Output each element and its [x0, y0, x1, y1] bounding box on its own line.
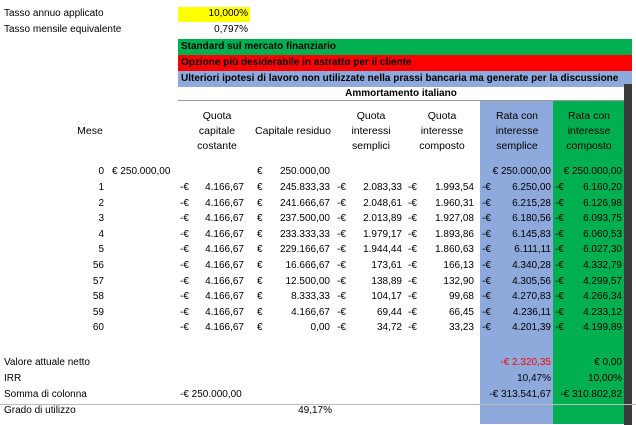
van-label: Valore attuale netto	[4, 357, 90, 368]
header-line: Quota	[356, 110, 386, 122]
row-rata-c[interactable]: 4.199,89	[583, 322, 622, 334]
row-residuo-currency: €	[257, 213, 263, 225]
legend-green-banner: Standard sul mercato finanziario	[178, 39, 632, 55]
row-quota-prefix: -€	[180, 228, 189, 240]
header-capitale-residuo: Capitale residuo	[255, 125, 331, 137]
row-int-s-prefix: -€	[337, 322, 346, 334]
row-rata-s-prefix: -€	[482, 228, 491, 240]
row-rata-c-prefix: -€	[555, 182, 564, 193]
somma-composto[interactable]: -€ 310.802,82	[560, 389, 622, 400]
grado-value[interactable]: 49,17%	[298, 405, 332, 416]
header-line: semplici	[352, 140, 390, 152]
row-residuo[interactable]: 241.666,67	[279, 197, 330, 209]
row-residuo-currency: €	[257, 291, 263, 303]
row-int-s[interactable]: 138,89	[371, 275, 402, 287]
row0-mese[interactable]: 0	[98, 166, 104, 177]
row-mese[interactable]: 5	[98, 244, 104, 256]
row-rata-c-prefix: -€	[555, 228, 564, 240]
row-rata-c[interactable]: 6.160,20	[583, 182, 622, 193]
row0-rata-semplice[interactable]: € 250.000,00	[492, 166, 551, 177]
row-rata-s-prefix: -€	[482, 213, 491, 225]
row-quota-prefix: -€	[180, 260, 189, 271]
row-quota-prefix: -€	[180, 275, 189, 287]
header-line: composto	[419, 140, 465, 152]
header-line: Rata con	[567, 110, 611, 122]
row-int-c-prefix: -€	[408, 244, 417, 256]
row-int-c[interactable]: 99,68	[448, 291, 474, 303]
row-int-c-prefix: -€	[408, 213, 417, 225]
header-line: interesse	[495, 125, 539, 137]
row-residuo[interactable]: 229.166,67	[279, 244, 330, 256]
somma-label: Somma di colonna	[4, 389, 87, 400]
row-rata-c[interactable]: 6.060,53	[583, 228, 622, 240]
irr-label: IRR	[4, 373, 22, 384]
header-line: Rata con	[495, 110, 539, 122]
row-int-s[interactable]: 104,17	[371, 291, 402, 303]
row-rata-c-prefix: -€	[555, 244, 564, 256]
row-quota-prefix: -€	[180, 182, 189, 193]
row-mese[interactable]: 4	[98, 228, 104, 240]
row-rata-s-prefix: -€	[482, 306, 491, 318]
row-residuo[interactable]: 0,00	[310, 322, 330, 334]
row-mese[interactable]: 60	[92, 322, 104, 334]
row-quota-prefix: -€	[180, 197, 189, 209]
row-residuo-currency: €	[257, 306, 263, 318]
row-residuo-currency: €	[257, 228, 263, 240]
row-mese[interactable]: 58	[92, 291, 104, 303]
row-int-s[interactable]: 1.979,17	[363, 228, 402, 240]
row-rata-s[interactable]: 6.215,28	[512, 197, 551, 209]
row-mese[interactable]: 59	[92, 306, 104, 318]
row-rata-c[interactable]: 6.126,98	[583, 197, 622, 209]
row-quota[interactable]: 4.166,67	[205, 260, 244, 271]
row-quota[interactable]: 4.166,67	[205, 244, 244, 256]
column-edge-shade	[624, 84, 632, 425]
row-int-s[interactable]: 69,44	[376, 306, 402, 318]
row-quota[interactable]: 4.166,67	[205, 197, 244, 209]
legend-blue-banner: Ulteriori ipotesi di lavoro non utilizzate nella prassi bancaria ma generate per la discussione	[178, 71, 632, 87]
row-rata-s[interactable]: 4.270,83	[512, 291, 551, 303]
header-line: capitale	[198, 125, 236, 137]
row-quota[interactable]: 4.166,67	[205, 182, 244, 193]
row-rata-s[interactable]: 6.111,11	[514, 244, 551, 256]
row-rata-c-prefix: -€	[555, 213, 564, 225]
row-residuo-currency: €	[257, 322, 263, 334]
header-line: costante	[197, 140, 237, 152]
row-residuo-currency: €	[257, 260, 263, 271]
row-int-c-prefix: -€	[408, 260, 417, 271]
row-int-s-prefix: -€	[337, 228, 346, 240]
row-int-s-prefix: -€	[337, 213, 346, 225]
header-line: interesse	[420, 125, 464, 137]
row-int-s-prefix: -€	[337, 291, 346, 303]
row-rata-s-prefix: -€	[482, 322, 491, 334]
row-int-s-prefix: -€	[337, 182, 346, 193]
row-residuo-currency: €	[257, 182, 263, 193]
row-rata-s-prefix: -€	[482, 291, 491, 303]
legend-red-banner: Opzione più desiderabile in astratto per il cliente	[178, 55, 632, 71]
row-mese[interactable]: 1	[98, 182, 104, 193]
header-line: interessi	[351, 125, 391, 137]
row-rata-s-prefix: -€	[482, 182, 491, 193]
row-int-c[interactable]: 1.993,54	[435, 182, 474, 193]
somma-quota[interactable]: -€ 250.000,00	[180, 389, 242, 400]
row-rata-s-prefix: -€	[482, 244, 491, 256]
row-int-s-prefix: -€	[337, 197, 346, 209]
row-rata-s[interactable]: 6.145,83	[512, 228, 551, 240]
header-rata-semplice	[482, 109, 552, 154]
row0-mese-value[interactable]: € 250.000,00	[112, 166, 171, 177]
van-semplice[interactable]: -€ 2.320,35	[500, 357, 551, 368]
row-int-s-prefix: -€	[337, 275, 346, 287]
row-rata-c[interactable]: 4.332,79	[583, 260, 622, 271]
row-quota[interactable]: 4.166,67	[205, 228, 244, 240]
row-int-c-prefix: -€	[408, 197, 417, 209]
row-rata-c-prefix: -€	[555, 306, 564, 318]
row-quota[interactable]: 4.166,67	[205, 291, 244, 303]
row-int-c[interactable]: 166,13	[443, 260, 474, 271]
row-rata-c-prefix: -€	[555, 322, 564, 334]
row-mese[interactable]: 57	[92, 275, 104, 287]
row-rata-c-prefix: -€	[555, 291, 564, 303]
row0-residuo[interactable]: 250.000,00	[279, 166, 330, 177]
row-int-c[interactable]: 1.893,86	[435, 228, 474, 240]
row-mese[interactable]: 2	[98, 197, 104, 209]
row-rata-c-prefix: -€	[555, 260, 564, 271]
irr-composto[interactable]: 10,00%	[588, 373, 622, 384]
row-int-c-prefix: -€	[408, 322, 417, 334]
row-int-c[interactable]: 1.927,08	[435, 213, 474, 225]
row-int-c-prefix: -€	[408, 228, 417, 240]
row-rata-s[interactable]: 6.180,56	[512, 213, 551, 225]
row-rata-s-prefix: -€	[482, 275, 491, 287]
row-rata-s[interactable]: 6.250,00	[512, 182, 551, 193]
row-int-c-prefix: -€	[408, 182, 417, 193]
row-quota-prefix: -€	[180, 306, 189, 318]
row-rata-c[interactable]: 4.233,12	[583, 306, 622, 318]
header-quota-capitale	[186, 109, 248, 154]
row-rata-s[interactable]: 4.236,11	[512, 306, 551, 318]
row-int-c[interactable]: 132,90	[443, 275, 474, 287]
row-rata-c-prefix: -€	[555, 197, 564, 209]
row-quota[interactable]: 4.166,67	[205, 322, 244, 334]
row-rata-s[interactable]: 4.340,28	[512, 260, 551, 271]
header-interessi-semplici	[338, 109, 404, 154]
row-residuo[interactable]: 4.166,67	[291, 306, 330, 318]
annual-rate-value[interactable]: 10,000%	[208, 8, 248, 19]
row-int-c-prefix: -€	[408, 275, 417, 287]
row-int-s-prefix: -€	[337, 306, 346, 318]
row-int-c[interactable]: 1.860,63	[435, 244, 474, 256]
row-int-c[interactable]: 33,23	[448, 322, 474, 334]
row-int-s-prefix: -€	[337, 260, 346, 271]
row0-rata-composto[interactable]: € 250.000,00	[563, 166, 622, 177]
row-residuo[interactable]: 16.666,67	[285, 260, 330, 271]
row-int-s[interactable]: 173,61	[371, 260, 402, 271]
row-int-c[interactable]: 66,45	[448, 306, 474, 318]
row-rata-c[interactable]: 6.093,75	[583, 213, 622, 225]
header-rata-composto	[554, 109, 624, 154]
row-rata-c[interactable]: 6.027,30	[583, 244, 622, 256]
monthly-rate-value[interactable]: 0,797%	[214, 24, 248, 35]
row-quota[interactable]: 4.166,67	[205, 213, 244, 225]
row-int-s[interactable]: 34,72	[376, 322, 402, 334]
row-mese[interactable]: 56	[92, 260, 104, 271]
van-composto[interactable]: € 0,00	[594, 357, 622, 368]
row-quota-prefix: -€	[180, 322, 189, 334]
annual-rate-label: Tasso annuo applicato	[4, 8, 104, 19]
header-line: Quota	[202, 110, 232, 122]
row-residuo-currency: €	[257, 275, 263, 287]
row-int-c[interactable]: 1.960,31	[435, 197, 474, 209]
grado-label: Grado di utilizzo	[4, 405, 76, 416]
row-rata-s[interactable]: 4.201,39	[512, 322, 551, 334]
row-quota-prefix: -€	[180, 213, 189, 225]
header-line: Quota	[427, 110, 457, 122]
row-int-s[interactable]: 1.944,44	[363, 244, 402, 256]
header-line: interesse	[567, 125, 611, 137]
header-line: composto	[566, 140, 612, 152]
row-rata-s-prefix: -€	[482, 260, 491, 271]
header-interesse-composto	[406, 109, 478, 154]
row-residuo[interactable]: 237.500,00	[279, 213, 330, 225]
row-rata-c-prefix: -€	[555, 275, 564, 287]
row-rata-c[interactable]: 4.299,57	[583, 275, 622, 287]
header-line: semplice	[496, 140, 538, 152]
row-residuo[interactable]: 245.833,33	[279, 182, 330, 193]
row-rata-c[interactable]: 4.266,34	[583, 291, 622, 303]
row-quota[interactable]: 4.166,67	[205, 275, 244, 287]
row-residuo[interactable]: 8.333,33	[291, 291, 330, 303]
row0-residuo-currency: €	[257, 166, 263, 177]
row-residuo-currency: €	[257, 197, 263, 209]
row-rata-s[interactable]: 4.305,56	[512, 275, 551, 287]
row-residuo[interactable]: 233.333,33	[279, 228, 330, 240]
row-mese[interactable]: 3	[98, 213, 104, 225]
row-quota[interactable]: 4.166,67	[205, 306, 244, 318]
row-int-c-prefix: -€	[408, 306, 417, 318]
row-residuo-currency: €	[257, 244, 263, 256]
row-quota-prefix: -€	[180, 291, 189, 303]
row-rata-s-prefix: -€	[482, 197, 491, 209]
row-quota-prefix: -€	[180, 244, 189, 256]
row-residuo[interactable]: 12.500,00	[285, 275, 330, 287]
row-int-c-prefix: -€	[408, 291, 417, 303]
monthly-rate-label: Tasso mensile equivalente	[4, 24, 122, 35]
header-mese: Mese	[77, 125, 103, 137]
row-int-s[interactable]: 2.048,61	[363, 197, 402, 209]
somma-semplice[interactable]: -€ 313.541,67	[489, 389, 551, 400]
row-int-s[interactable]: 2.083,33	[363, 182, 402, 193]
irr-semplice[interactable]: 10,47%	[517, 373, 551, 384]
row-int-s-prefix: -€	[337, 244, 346, 256]
row-int-s[interactable]: 2.013,89	[363, 213, 402, 225]
table-title: Ammortamento italiano	[178, 87, 624, 101]
